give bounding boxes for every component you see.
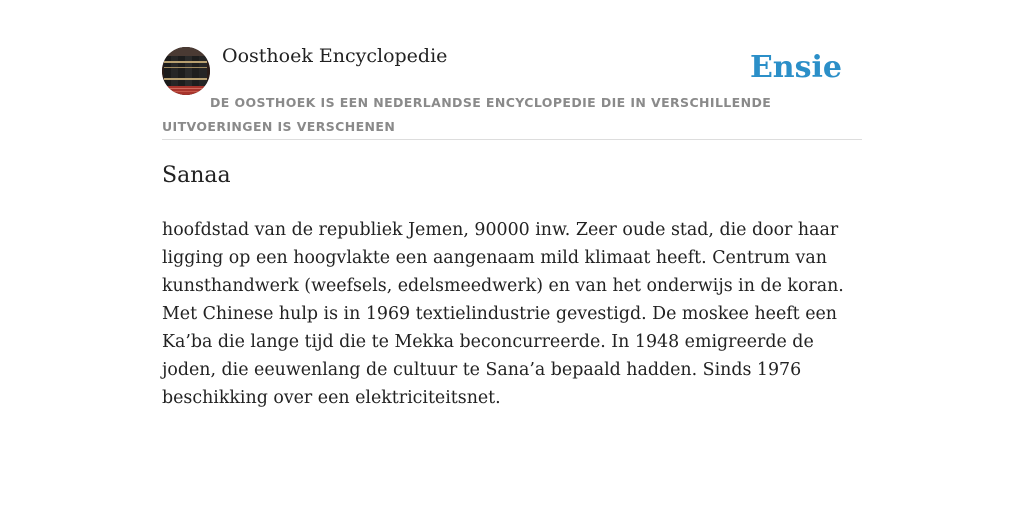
encyclopedia-books-icon[interactable]	[162, 47, 210, 95]
header-divider	[162, 139, 862, 140]
entry-title: Sanaa	[162, 163, 231, 188]
site-tagline: DE OOSTHOEK IS EEN NEDERLANDSE ENCYCLOPEDIE DIE IN VERSCHILLENDE UITVOERINGEN IS VERSCHENEN	[162, 95, 772, 134]
site-title[interactable]: Oosthoek Encyclopedie	[222, 45, 448, 67]
entry-body: hoofdstad van de republiek Jemen, 90000 inw. Zeer oude stad, die door haar ligging op een hoogvlakte een aangenaam mild klimaat heeft. Centrum van kunsthandwerk (weefsels, edelsmeedwerk) en van het onderwijs in de koran. Met Chinese hulp is in 1969 textielindustrie gevestigd. De moskee heeft een Ka’ba die lange tijd die te Mekka beconcurreerde. In 1948 emigreerde de joden, die eeuwenlang de cultuur te Sana’a bepaald hadden. Sinds 1976 beschikking over een elektriciteitsnet.	[162, 220, 844, 408]
brand-logo[interactable]: Ensie	[749, 50, 842, 85]
